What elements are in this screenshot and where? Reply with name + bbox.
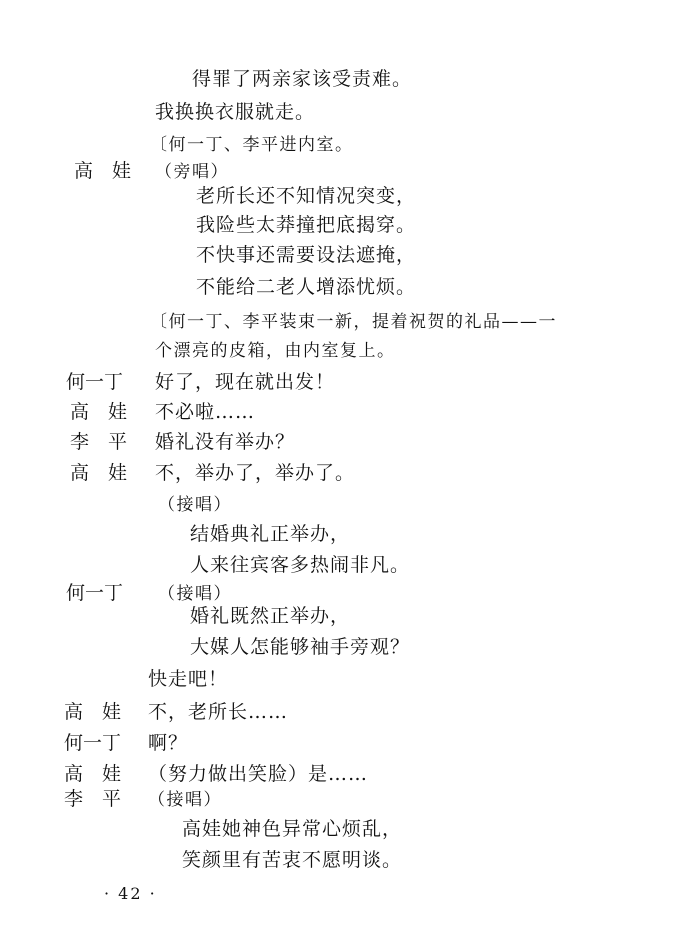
speaker-name: 高 娃 [70, 401, 128, 423]
dialogue-line: 婚礼没有举办？ [155, 431, 296, 453]
verse-line: 大媒人怎能够袖手旁观？ [190, 636, 411, 658]
speaker-name: 何一丁 [66, 582, 124, 604]
verse-line: 笑颜里有苦衷不愿明谈。 [182, 849, 403, 871]
stage-direction: （接唱） [158, 584, 232, 604]
stage-direction: 〔何一丁、李平装束一新，提着祝贺的礼品——一 [150, 312, 557, 332]
stage-direction: 〔何一丁、李平进内室。 [150, 135, 354, 155]
dialogue-line: 不必啦…… [155, 401, 256, 423]
speaker-name: 高 娃 [74, 160, 132, 182]
verse-line: 不能给二老人增添忧烦。 [196, 276, 417, 298]
verse-line: 结婚典礼正举办， [190, 523, 351, 545]
dialogue-line: 好了，现在就出发！ [155, 371, 336, 393]
verse-line: 人来往宾客多热闹非凡。 [190, 554, 411, 576]
stage-direction: 个漂亮的皮箱，由内室复上。 [155, 341, 396, 361]
verse-line: 老所长还不知情况突变， [196, 185, 417, 207]
page-number: · 42 · [104, 884, 157, 903]
dialogue-line: 啊？ [148, 732, 189, 754]
dialogue-line: 我换换衣服就走。 [155, 101, 316, 123]
speaker-name: 何一丁 [64, 732, 122, 754]
speaker-name: 何一丁 [66, 371, 124, 393]
speaker-name: 高 娃 [64, 701, 122, 723]
dialogue-line: 不，举办了，举办了。 [155, 462, 356, 484]
verse-line: 高娃她神色异常心烦乱， [182, 818, 403, 840]
stage-direction: （接唱） [158, 495, 232, 515]
dialogue-line: 不，老所长…… [148, 701, 289, 723]
stage-direction: （旁唱） [155, 162, 229, 182]
speaker-name: 高 娃 [70, 462, 128, 484]
speaker-name: 高 娃 [64, 763, 122, 785]
stage-direction: （接唱） [148, 790, 222, 810]
verse-line: 得罪了两亲家该受责难。 [192, 68, 413, 90]
speaker-name: 李 平 [64, 788, 122, 810]
verse-line: 不快事还需要设法遮掩， [196, 244, 417, 266]
speaker-name: 李 平 [70, 431, 128, 453]
dialogue-line: （努力做出笑脸）是…… [148, 763, 369, 785]
verse-line: 我险些太莽撞把底揭穿。 [196, 214, 417, 236]
verse-line: 婚礼既然正举办， [190, 605, 351, 627]
dialogue-line: 快走吧！ [148, 668, 229, 690]
